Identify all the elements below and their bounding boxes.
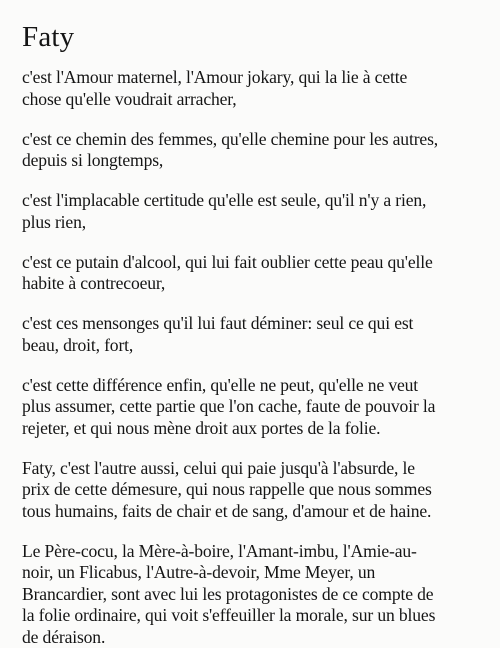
- paragraph-1: [22, 67, 486, 110]
- paragraph-line: noir, un Flicabus, l'Autre-à-devoir, Mme Meyer, un: [22, 562, 486, 584]
- paragraph-6: [22, 375, 486, 440]
- paragraph-line: Le Père-cocu, la Mère-à-boire, l'Amant-imbu, l'Amie-au-: [22, 541, 486, 563]
- paragraph-line: c'est ces mensonges qu'il lui faut déminer: seul ce qui est: [22, 313, 486, 335]
- document-title: Faty: [22, 20, 486, 54]
- paragraph-line: tous humains, faits de chair et de sang, d'amour et de haine.: [22, 501, 486, 523]
- paragraph-line: habite à contrecoeur,: [22, 273, 486, 295]
- paragraph-line: beau, droit, fort,: [22, 335, 486, 357]
- paragraph-line: c'est l'implacable certitude qu'elle est seule, qu'il n'y a rien,: [22, 190, 486, 212]
- paragraph-line: depuis si longtemps,: [22, 150, 486, 172]
- paragraph-line: plus assumer, cette partie que l'on cache, faute de pouvoir la: [22, 396, 486, 418]
- paragraph-2: [22, 129, 486, 172]
- paragraph-4: [22, 252, 486, 295]
- paragraph-3: [22, 190, 486, 233]
- paragraph-line: c'est ce putain d'alcool, qui lui fait oublier cette peau qu'elle: [22, 252, 486, 274]
- paragraph-line: plus rien,: [22, 212, 486, 234]
- paragraph-8: [22, 541, 486, 648]
- paragraph-line: rejeter, et qui nous mène droit aux portes de la folie.: [22, 418, 486, 440]
- paragraph-line: c'est l'Amour maternel, l'Amour jokary, qui la lie à cette: [22, 67, 486, 89]
- paragraph-5: [22, 313, 486, 356]
- paragraph-line: de déraison.: [22, 627, 486, 648]
- paragraph-line: c'est ce chemin des femmes, qu'elle chemine pour les autres,: [22, 129, 486, 151]
- paragraph-line: c'est cette différence enfin, qu'elle ne peut, qu'elle ne veut: [22, 375, 486, 397]
- paragraph-line: prix de cette démesure, qui nous rappelle que nous sommes: [22, 479, 486, 501]
- paragraph-line: chose qu'elle voudrait arracher,: [22, 89, 486, 111]
- paragraph-line: la folie ordinaire, qui voit s'effeuiller la morale, sur un blues: [22, 605, 486, 627]
- paragraph-line: Brancardier, sont avec lui les protagonistes de ce compte de: [22, 584, 486, 606]
- paragraph-7: [22, 458, 486, 523]
- paragraph-line: Faty, c'est l'autre aussi, celui qui paie jusqu'à l'absurde, le: [22, 458, 486, 480]
